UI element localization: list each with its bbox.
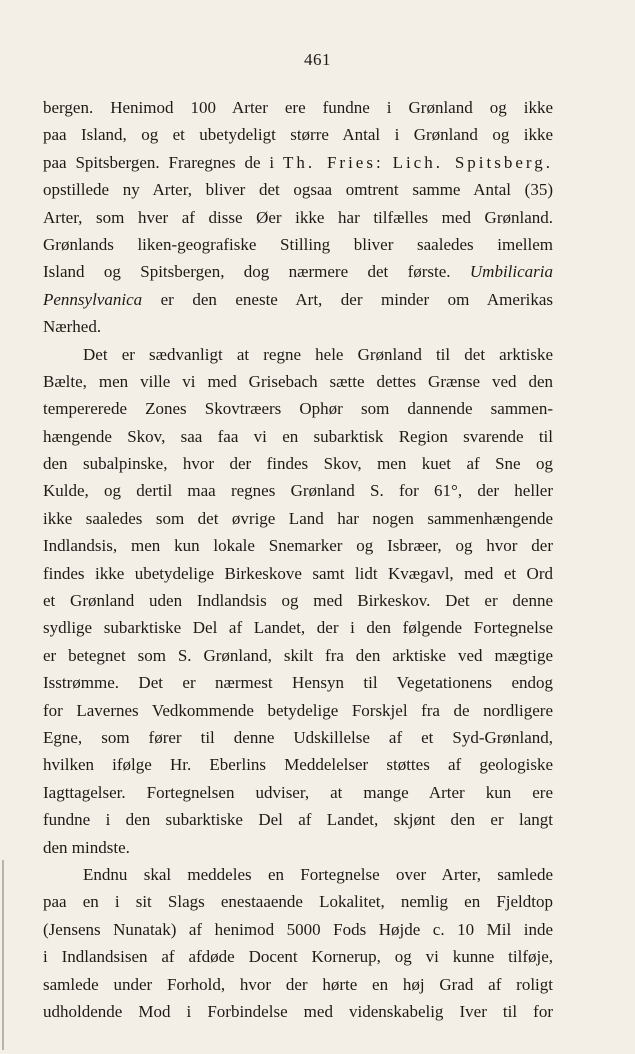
text-line: paa en i sit Slags enestaaende Lokalitet, nemlig en Fjeldtop xyxy=(43,892,553,912)
text-line: fundne i den subarktiske Del af Landet, skjønt den er langt xyxy=(43,810,553,830)
text-line: Arter, som hver af disse Øer ikke har tilfælles med Grønland. xyxy=(43,207,553,227)
text-line: tempererede Zones Skovtræers Ophør som dannende sammen- xyxy=(43,399,553,419)
text-line: Indlandsis, men kun lokale Snemarker og Isbræer, og hvor der xyxy=(43,536,553,556)
text-line: Pennsylvanica er den eneste Art, der minder om Amerikas xyxy=(43,289,553,309)
text-line: Nærhed. xyxy=(43,317,102,337)
text-line: et Grønland uden Indlandsis og med Birkeskov. Det er denne xyxy=(43,591,553,611)
text-line: Grønlands liken-geografiske Stilling bliver saaledes imellem xyxy=(43,234,553,254)
text-line: Island og Spitsbergen, dog nærmere det første. Umbilicaria xyxy=(43,262,553,282)
text-line: bergen. Henimod 100 Arter ere fundne i Grønland og ikke xyxy=(43,98,553,117)
text-line: Isstrømme. Det er nærmest Hensyn til Vegetationens endog xyxy=(43,673,553,693)
text-line: Bælte, men ville vi med Grisebach sætte dettes Grænse ved den xyxy=(43,371,553,391)
text-line: findes ikke ubetydelige Birkeskove samt lidt Kvægavl, med et Ord xyxy=(43,563,553,583)
text-line: Iagttagelser. Fortegnelsen udviser, at mange Arter kun ere xyxy=(43,782,553,802)
text-line: hvilken ifølge Hr. Eberlins Meddelelser støttes af geologiske xyxy=(43,755,553,775)
text-line: hængende Skov, saa faa vi en subarktisk Region svarende til xyxy=(43,426,553,446)
species-name: Umbilicaria xyxy=(469,262,553,282)
text-line: Det er sædvanligt at regne hele Grønland til det arktiske xyxy=(83,344,553,364)
text-line: den subalpinske, hvor der findes Skov, men kuet af Sne og xyxy=(43,454,553,474)
body-text xyxy=(43,94,553,1025)
page-edge-shadow xyxy=(2,860,4,1050)
species-name: Pennsylvanica xyxy=(43,289,143,309)
page-number: 461 xyxy=(304,50,331,69)
text-line: udholdende Mod i Forbindelse med videnskabelig Iver til for xyxy=(43,1001,553,1021)
text-line: er betegnet som S. Grønland, skilt fra den arktiske ved mægtige xyxy=(43,645,553,665)
work-citation: Lich. Spitsberg. xyxy=(392,152,553,172)
text-line: for Lavernes Vedkommende betydelige Forskjel fra de nordligere xyxy=(43,700,553,720)
author-citation: Th. Fries: xyxy=(282,152,384,172)
text-line: i Indlandsisen af afdøde Docent Kornerup, og vi kunne tilføje, xyxy=(43,947,553,967)
text-line: samlede under Forhold, hvor der hørte en høj Grad af roligt xyxy=(43,974,553,994)
text-line: sydlige subarktiske Del af Landet, der i den følgende Fortegnelse xyxy=(43,618,553,638)
text-line: Endnu skal meddeles en Fortegnelse over Arter, samlede xyxy=(83,864,553,884)
text-line: ikke saaledes som det øvrige Land har nogen sammenhængende xyxy=(43,508,553,528)
text-line: paa Spitsbergen. Fraregnes de i Th. Fries: Lich. Spitsberg. xyxy=(43,152,553,172)
text-line: Egne, som fører til denne Udskillelse af et Syd-Grønland, xyxy=(43,727,553,747)
text-line: den mindste. xyxy=(43,837,130,857)
text-line: paa Island, og et ubetydeligt større Antal i Grønland og ikke xyxy=(43,125,553,145)
text-line: (Jensens Nunatak) af henimod 5000 Fods Højde c. 10 Mil inde xyxy=(43,919,553,939)
text-line: opstillede ny Arter, bliver det ogsaa omtrent samme Antal (35) xyxy=(43,180,553,200)
text-line: Kulde, og dertil maa regnes Grønland S. for 61°, der heller xyxy=(43,481,553,501)
